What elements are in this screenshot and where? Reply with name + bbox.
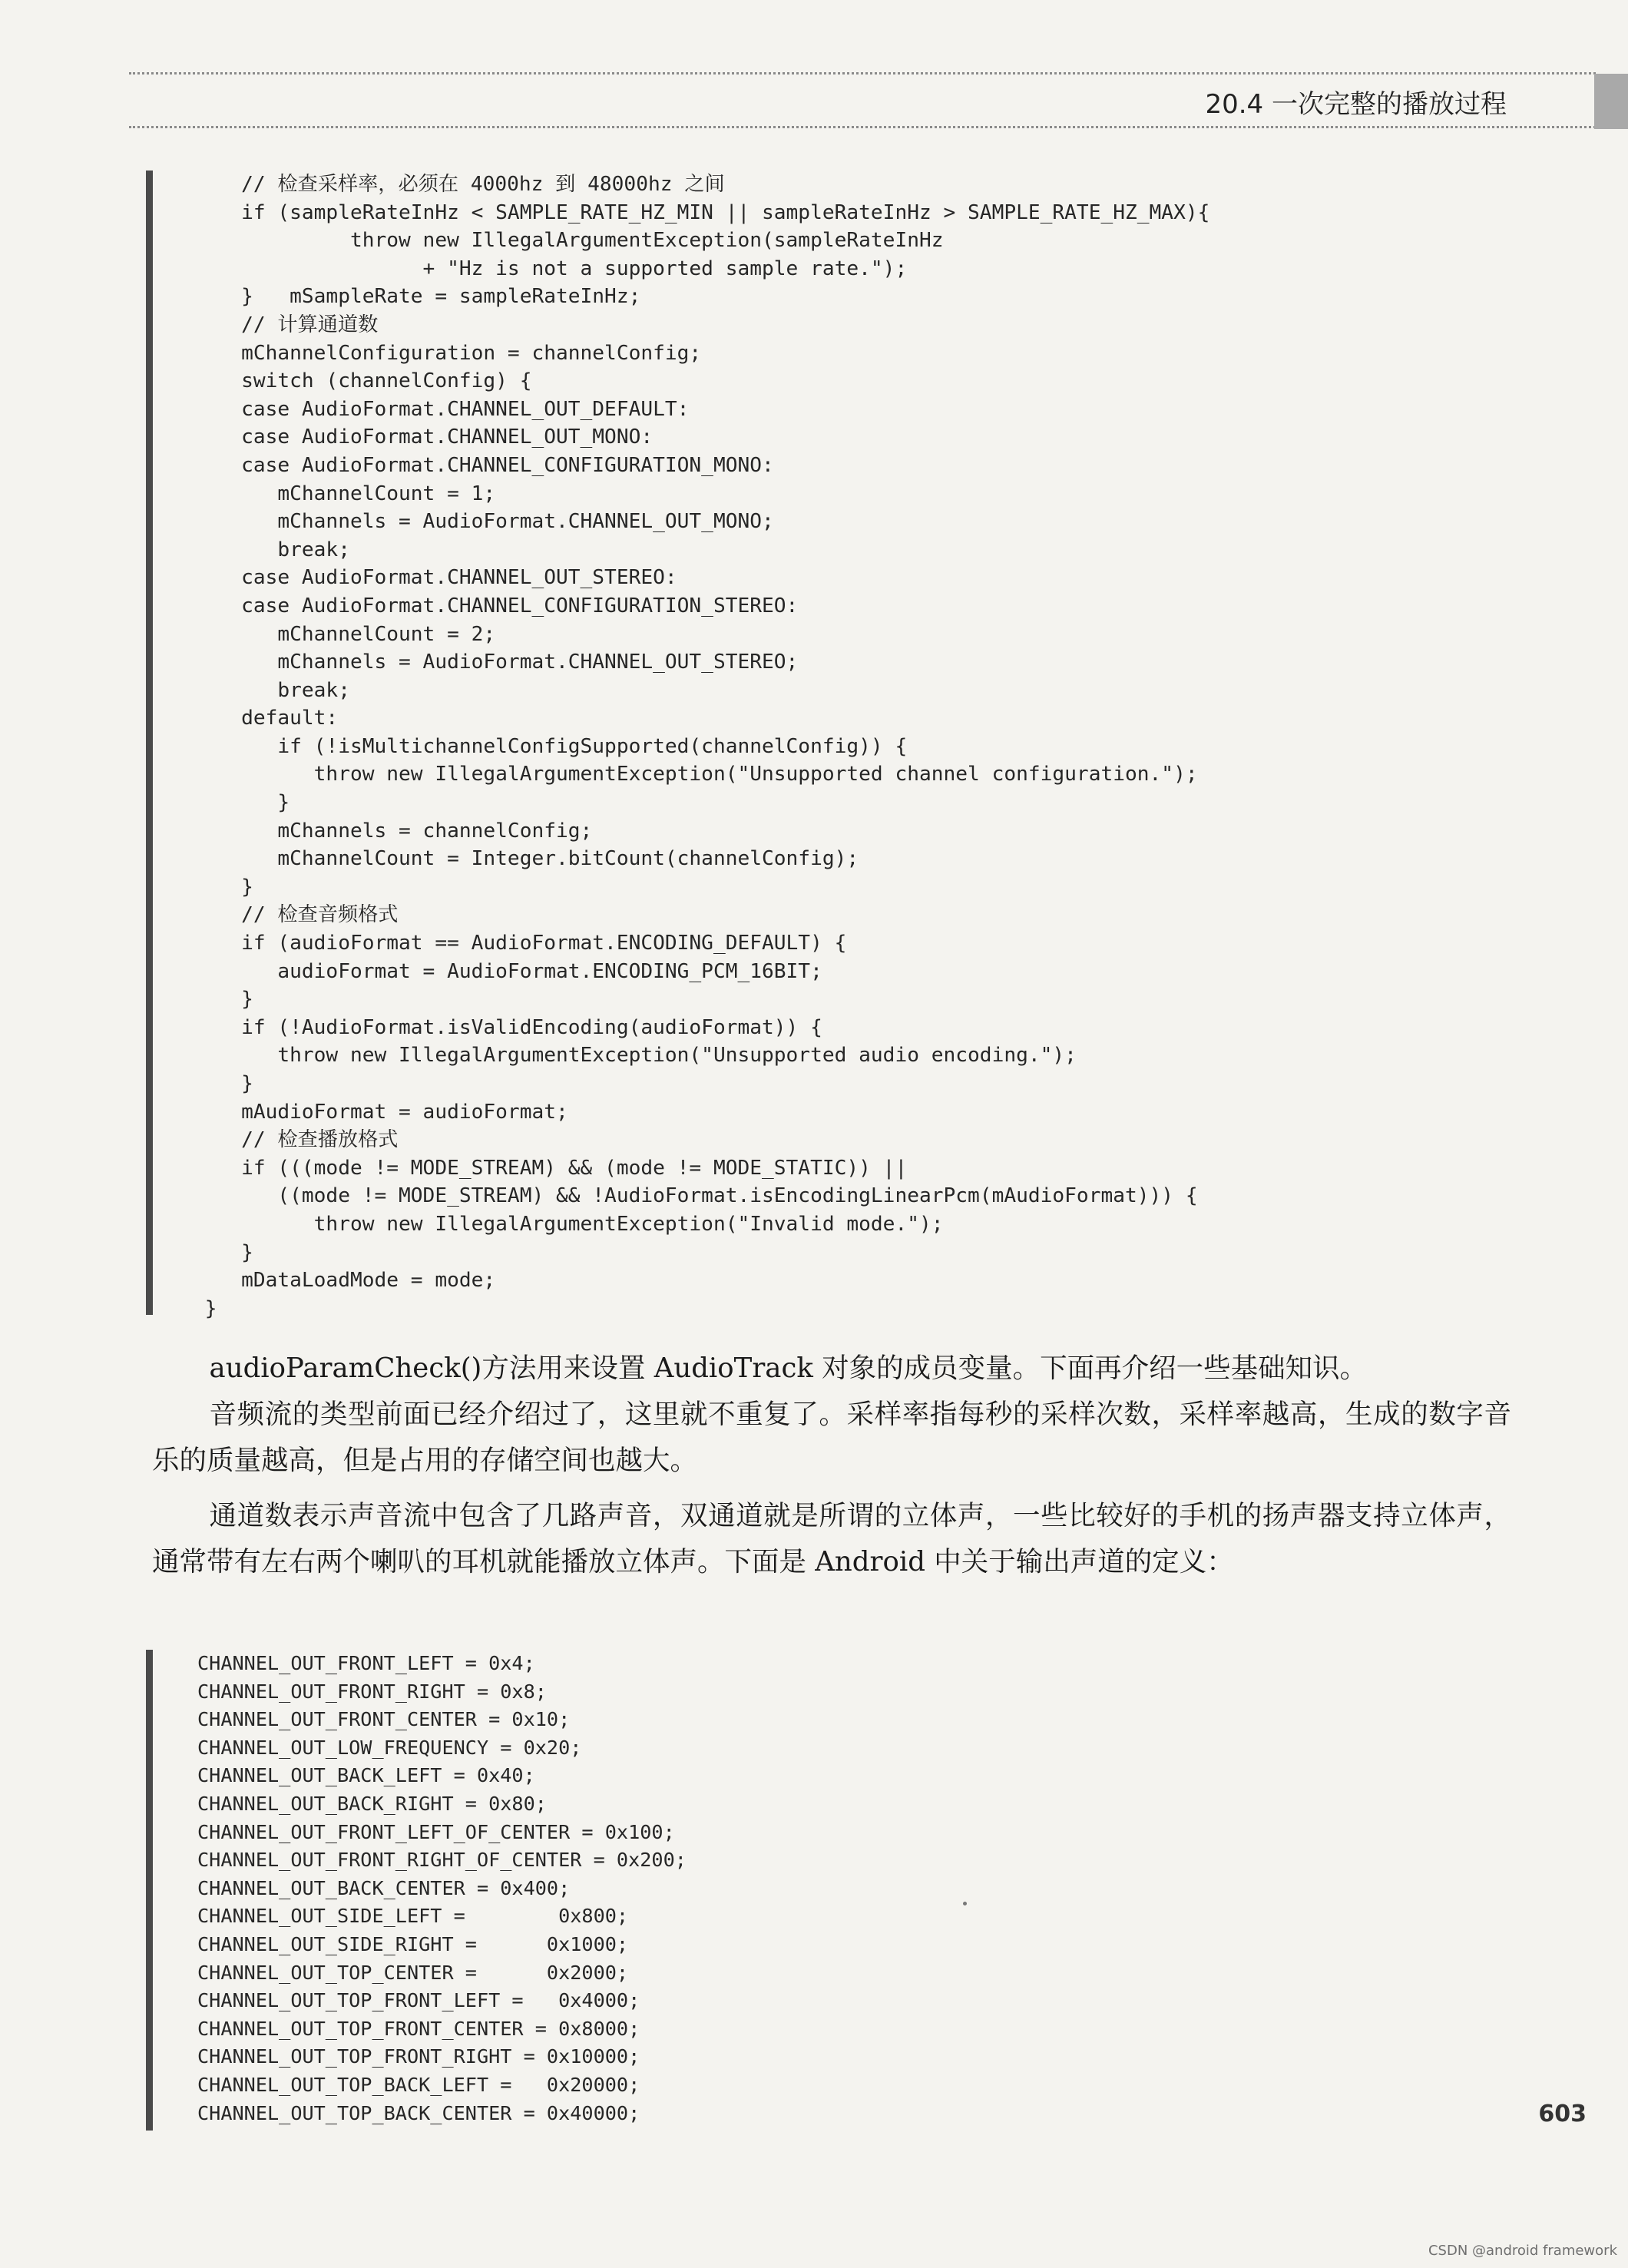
code-line: case AudioFormat.CHANNEL_OUT_DEFAULT: bbox=[193, 397, 690, 421]
code-line: mDataLoadMode = mode; bbox=[193, 1269, 496, 1293]
code-line: CHANNEL_OUT_SIDE_RIGHT = 0x1000; bbox=[197, 1932, 629, 1955]
code-line: CHANNEL_OUT_SIDE_LEFT = 0x800; bbox=[197, 1905, 629, 1928]
code-line: CHANNEL_OUT_FRONT_LEFT = 0x4; bbox=[197, 1652, 535, 1674]
code-line: CHANNEL_OUT_LOW_FREQUENCY = 0x20; bbox=[197, 1736, 582, 1759]
code-line: } bbox=[193, 791, 290, 815]
code-line: CHANNEL_OUT_BACK_CENTER = 0x400; bbox=[197, 1876, 571, 1899]
code-line: // 计算通道数 bbox=[193, 313, 379, 336]
page-header-title: 20.4 一次完整的播放过程 bbox=[1205, 89, 1507, 120]
code-line: mChannelCount = Integer.bitCount(channelConfig); bbox=[193, 847, 859, 871]
code-line: mChannels = AudioFormat.CHANNEL_OUT_MONO; bbox=[193, 510, 774, 534]
code-line: CHANNEL_OUT_FRONT_RIGHT_OF_CENTER = 0x200; bbox=[197, 1849, 687, 1872]
code-line: mChannels = channelConfig; bbox=[193, 819, 593, 843]
code-line: if (!AudioFormat.isValidEncoding(audioFormat)) { bbox=[193, 1015, 822, 1039]
code-line: CHANNEL_OUT_FRONT_RIGHT = 0x8; bbox=[197, 1680, 547, 1703]
paragraph-channels: 通道数表示声音流中包含了几路声音，双通道就是所谓的立体声，一些比较好的手机的扬声器支持立体声，通常带有左右两个喇叭的耳机就能播放立体声。下面是 Android 中关于输出声道的定义： bbox=[152, 1500, 1511, 1578]
header-rule-top bbox=[129, 72, 1596, 74]
code-line: CHANNEL_OUT_TOP_BACK_LEFT = 0x20000; bbox=[197, 2073, 640, 2096]
code-line: } mSampleRate = sampleRateInHz; bbox=[193, 285, 641, 309]
code-block-audio-param-check bbox=[146, 171, 1210, 1320]
code-line: CHANNEL_OUT_TOP_BACK_CENTER = 0x40000; bbox=[197, 2101, 640, 2124]
code-block-channel-definitions bbox=[146, 1650, 687, 2131]
code-line: // 检查播放格式 bbox=[193, 1128, 399, 1152]
page-number: 603 bbox=[1538, 2101, 1587, 2127]
code-line: CHANNEL_OUT_TOP_CENTER = 0x2000; bbox=[197, 1961, 629, 1984]
code-line: } bbox=[193, 875, 253, 899]
code-line: // 检查采样率，必须在 4000hz 到 48000hz 之间 bbox=[193, 173, 725, 196]
code-line: CHANNEL_OUT_FRONT_LEFT_OF_CENTER = 0x100; bbox=[197, 1820, 675, 1843]
code-line: } bbox=[193, 988, 253, 1011]
code-line: ((mode != MODE_STREAM) && !AudioFormat.isEncodingLinearPcm(mAudioFormat))) { bbox=[193, 1184, 1198, 1208]
code-line: } bbox=[193, 1296, 217, 1320]
code-line: mAudioFormat = audioFormat; bbox=[193, 1100, 568, 1124]
code-line: audioFormat = AudioFormat.ENCODING_PCM_16BIT; bbox=[193, 959, 822, 983]
code-line: CHANNEL_OUT_FRONT_CENTER = 0x10; bbox=[197, 1708, 571, 1731]
code-line: mChannelConfiguration = channelConfig; bbox=[193, 341, 702, 365]
code-line: throw new IllegalArgumentException("Invalid mode."); bbox=[193, 1212, 944, 1236]
code-line: CHANNEL_OUT_BACK_LEFT = 0x40; bbox=[197, 1764, 535, 1787]
code-line: // 检查音频格式 bbox=[193, 903, 399, 927]
code-line: throw new IllegalArgumentException("Unsupported channel configuration."); bbox=[193, 763, 1198, 786]
header-rule-bottom bbox=[129, 126, 1596, 128]
code-line: break; bbox=[193, 538, 350, 561]
code-line: } bbox=[193, 1240, 253, 1264]
code-line: CHANNEL_OUT_TOP_FRONT_LEFT = 0x4000; bbox=[197, 1989, 640, 2012]
code-line: mChannelCount = 1; bbox=[193, 482, 496, 505]
code-line: CHANNEL_OUT_BACK_RIGHT = 0x80; bbox=[197, 1792, 547, 1815]
code-line: if (sampleRateInHz < SAMPLE_RATE_HZ_MIN || sampleRateInHz > SAMPLE_RATE_HZ_MAX){ bbox=[193, 200, 1210, 224]
watermark: CSDN @android framework bbox=[1428, 2243, 1617, 2259]
code-line: switch (channelConfig) { bbox=[193, 369, 532, 393]
code-line: case AudioFormat.CHANNEL_OUT_STEREO: bbox=[193, 566, 677, 590]
code-line: mChannelCount = 2; bbox=[193, 622, 496, 646]
code-line: if (!isMultichannelConfigSupported(channelConfig)) { bbox=[193, 734, 908, 758]
code-line: CHANNEL_OUT_TOP_FRONT_RIGHT = 0x10000; bbox=[197, 2045, 640, 2068]
code-line: case AudioFormat.CHANNEL_CONFIGURATION_STEREO: bbox=[193, 594, 799, 617]
code-line: + "Hz is not a supported sample rate."); bbox=[193, 257, 908, 280]
paragraph-audio-param-check: audioParamCheck()方法用来设置 AudioTrack 对象的成员变量。下面再介绍一些基础知识。 bbox=[209, 1353, 1368, 1384]
code-line: default: bbox=[193, 707, 339, 730]
code-line: } bbox=[193, 1072, 253, 1095]
ink-dot bbox=[963, 1902, 967, 1905]
body-text bbox=[152, 1346, 1511, 1585]
chapter-tab-marker bbox=[1594, 74, 1628, 129]
code-line: throw new IllegalArgumentException(sampleRateInHz bbox=[193, 229, 944, 253]
code-line: break; bbox=[193, 678, 350, 702]
code-line: case AudioFormat.CHANNEL_CONFIGURATION_MONO: bbox=[193, 453, 774, 477]
paragraph-sample-rate: 音频流的类型前面已经介绍过了，这里就不重复了。采样率指每秒的采样次数，采样率越高，生成的数字音乐的质量越高，但是占用的存储空间也越大。 bbox=[152, 1399, 1511, 1476]
code-line: if (audioFormat == AudioFormat.ENCODING_DEFAULT) { bbox=[193, 932, 847, 955]
code-line: CHANNEL_OUT_TOP_FRONT_CENTER = 0x8000; bbox=[197, 2017, 640, 2040]
code-line: mChannels = AudioFormat.CHANNEL_OUT_STEREO; bbox=[193, 651, 799, 674]
code-line: case AudioFormat.CHANNEL_OUT_MONO: bbox=[193, 425, 654, 449]
code-line: throw new IllegalArgumentException("Unsupported audio encoding."); bbox=[193, 1044, 1077, 1068]
code-line: if (((mode != MODE_STREAM) && (mode != MODE_STATIC)) || bbox=[193, 1156, 908, 1180]
